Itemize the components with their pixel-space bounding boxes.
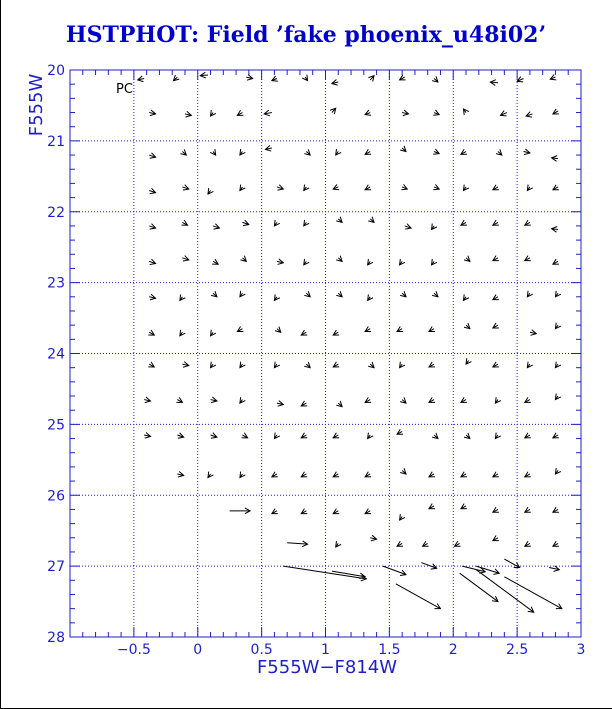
vector-arrow — [517, 77, 523, 82]
vector-arrow — [525, 541, 531, 546]
vector-arrow — [211, 362, 216, 368]
vector-arrow — [400, 75, 406, 80]
x-tick-label: 0.5 — [250, 642, 273, 658]
vector-arrow — [463, 109, 468, 115]
vector-arrow — [397, 429, 403, 434]
vector-field — [138, 72, 562, 612]
vector-arrow — [304, 259, 309, 265]
x-tick-label: 2 — [448, 642, 458, 658]
vector-arrow — [493, 507, 499, 512]
vector-arrow — [464, 323, 470, 329]
vector-arrow — [396, 584, 441, 609]
vector-arrow — [208, 188, 213, 194]
vector-arrow — [182, 220, 188, 225]
vector-arrow — [211, 291, 217, 297]
panel-label: PC — [116, 82, 133, 97]
vector-arrow — [365, 185, 371, 190]
vector-arrow — [555, 291, 560, 297]
vector-arrow — [504, 559, 519, 568]
vector-arrow — [400, 514, 405, 520]
vector-arrow — [527, 362, 532, 368]
vector-arrow — [370, 535, 376, 541]
vector-arrow — [553, 433, 559, 438]
vector-arrow — [180, 294, 185, 300]
vector-arrow — [211, 330, 216, 336]
vector-arrow — [333, 362, 339, 367]
vector-arrow — [336, 401, 342, 407]
vector-arrow — [265, 145, 271, 151]
vector-arrow — [555, 323, 560, 329]
y-tick-label: 25 — [47, 417, 65, 434]
vector-arrow — [210, 149, 215, 155]
vector-arrow — [423, 541, 429, 546]
vector-arrow — [525, 433, 531, 438]
vector-arrow — [461, 472, 467, 477]
vector-arrow — [493, 295, 499, 300]
vector-arrow — [304, 149, 310, 155]
vector-arrow — [365, 110, 371, 115]
vector-arrow — [464, 433, 470, 439]
vector-arrow — [432, 76, 438, 82]
y-tick-label: 22 — [47, 204, 65, 221]
vector-arrow — [185, 111, 191, 117]
vector-arrow — [365, 509, 371, 514]
vector-arrow — [464, 256, 470, 262]
vector-arrow — [176, 397, 182, 402]
vector-arrow — [277, 259, 283, 265]
vector-arrow — [429, 397, 435, 402]
vector-arrow — [524, 149, 530, 155]
vector-arrow — [461, 149, 467, 154]
vector-arrow — [493, 220, 499, 225]
vector-arrow — [476, 570, 533, 613]
vector-arrow — [333, 330, 339, 335]
y-tick-label: 28 — [47, 630, 65, 646]
vector-arrow — [149, 188, 155, 193]
vector-arrow — [212, 259, 218, 264]
vector-arrow — [365, 397, 371, 402]
vector-arrow — [461, 504, 467, 509]
vector-arrow — [400, 291, 406, 297]
x-tick-label: 3 — [576, 642, 586, 658]
vector-arrow — [149, 224, 155, 229]
vector-arrow — [368, 76, 374, 82]
vector-arrow — [400, 397, 406, 403]
vector-arrow — [149, 294, 155, 300]
vector-arrow — [272, 509, 278, 514]
vector-arrow — [525, 507, 531, 512]
vector-arrow — [433, 149, 439, 154]
vector-arrow — [211, 110, 216, 116]
vector-arrow — [400, 468, 406, 474]
vector-arrow — [368, 259, 373, 265]
vector-arrow — [240, 291, 245, 297]
vector-arrow — [383, 566, 406, 575]
vector-arrow — [237, 110, 243, 115]
vector-arrow — [429, 326, 435, 331]
vector-arrow — [462, 566, 485, 573]
vector-arrow — [208, 472, 213, 478]
vector-arrow — [527, 185, 532, 191]
vector-arrow — [240, 397, 245, 403]
vector-arrow — [527, 291, 532, 297]
vector-shaft — [460, 573, 498, 601]
vector-arrow — [336, 217, 342, 223]
vector-arrow — [264, 110, 272, 116]
vector-arrow — [240, 149, 245, 155]
vector-shaft — [287, 543, 307, 544]
vector-shaft — [396, 584, 441, 609]
vector-arrow — [552, 156, 558, 162]
vector-arrow — [365, 472, 371, 477]
vector-arrow — [182, 362, 188, 368]
vector-arrow — [555, 394, 560, 400]
vector-arrow — [493, 472, 499, 477]
vector-arrow — [274, 220, 279, 226]
vector-arrow — [429, 362, 435, 367]
chart-title: HSTPHOT: Field ’fake phoenix_u48i02’ — [65, 22, 547, 48]
vector-arrow — [402, 110, 408, 116]
vector-arrow — [182, 185, 188, 190]
vector-arrow — [368, 217, 374, 223]
vector-arrow — [242, 220, 248, 225]
vector-arrow — [304, 291, 310, 297]
y-tick-label: 23 — [47, 275, 65, 292]
y-tick-label: 24 — [47, 346, 65, 363]
vector-arrow — [461, 397, 467, 402]
x-tick-label: 2.5 — [505, 642, 529, 658]
x-tick-label: 0 — [193, 642, 203, 658]
vector-arrow — [493, 323, 499, 328]
vector-arrow — [525, 256, 531, 261]
vector-arrow — [149, 259, 155, 264]
vector-arrow — [433, 110, 439, 115]
vector-arrow — [180, 149, 186, 155]
vector-arrow — [177, 433, 183, 438]
vector-arrow — [400, 259, 405, 265]
x-tick-label: 1.5 — [378, 642, 401, 658]
vector-arrow — [496, 149, 502, 155]
vector-arrow — [429, 472, 435, 477]
vector-arrow — [200, 72, 208, 78]
vector-arrow — [553, 507, 559, 512]
vector-shaft — [504, 577, 561, 609]
vector-arrow — [274, 433, 279, 439]
vector-arrow — [240, 185, 245, 191]
vector-arrow — [553, 109, 559, 114]
vector-arrow — [287, 541, 307, 547]
vector-arrow — [180, 330, 185, 336]
vector-arrow — [272, 472, 278, 477]
vector-arrow — [272, 76, 278, 81]
y-tick-label: 20 — [47, 63, 65, 79]
vector-arrow — [365, 149, 371, 154]
vector-arrow — [304, 185, 309, 191]
vector-arrow — [397, 541, 403, 546]
vector-arrow — [301, 433, 307, 438]
vector-arrow — [173, 75, 179, 81]
vector-arrow — [463, 185, 468, 191]
vector-arrow — [526, 112, 532, 117]
axis-ticks — [47, 63, 585, 658]
vector-arrow — [495, 397, 500, 403]
vector-arrow — [301, 401, 307, 406]
vector-arrow — [246, 75, 252, 81]
vector-arrow — [148, 330, 154, 335]
vector-arrow — [432, 224, 437, 230]
vector-arrow — [433, 184, 439, 189]
vector-arrow — [277, 185, 283, 190]
grid — [70, 70, 581, 637]
vector-arrow — [553, 185, 559, 190]
vector-arrow — [148, 362, 154, 367]
vector-arrow — [400, 146, 406, 152]
vector-arrow — [405, 224, 411, 229]
vector-arrow — [555, 468, 560, 474]
y-tick-label: 21 — [47, 133, 65, 150]
x-tick-label: −0.5 — [116, 642, 151, 658]
vector-arrow — [138, 76, 144, 82]
vector-arrow — [336, 149, 341, 155]
vector-arrow — [504, 577, 561, 609]
vector-arrow — [283, 566, 366, 581]
vector-arrow — [525, 397, 531, 402]
vector-arrow — [213, 224, 219, 229]
vector-arrow — [144, 397, 150, 403]
vector-arrow — [421, 563, 436, 570]
vector-arrow — [336, 256, 342, 262]
vector-arrow — [461, 220, 467, 225]
vector-arrow — [304, 220, 309, 226]
vector-arrow — [495, 433, 500, 439]
vector-arrow — [493, 185, 499, 190]
vector-arrow — [302, 75, 307, 81]
vector-arrow — [240, 256, 246, 262]
vector-arrow — [336, 541, 341, 547]
vector-arrow — [397, 326, 403, 331]
vector-arrow — [493, 362, 499, 367]
vector-arrow — [304, 362, 310, 368]
vector-arrow — [525, 220, 531, 225]
vector-arrow — [242, 433, 248, 438]
vector-arrow — [211, 397, 217, 403]
vector-arrow — [553, 259, 559, 264]
vector-arrow — [466, 358, 471, 364]
vector-arrow — [177, 471, 183, 477]
vector-arrow — [230, 508, 250, 514]
vector-arrow — [301, 330, 307, 335]
vector-arrow — [555, 362, 560, 368]
vector-arrow — [553, 541, 559, 546]
vector-arrow — [493, 256, 499, 261]
vector-arrow — [501, 111, 507, 116]
vector-arrow — [368, 294, 373, 300]
vector-arrow — [400, 362, 405, 368]
x-tick-label: 1 — [321, 642, 330, 658]
vector-arrow — [237, 326, 243, 331]
vector-arrow — [182, 256, 188, 261]
vector-arrow — [211, 433, 217, 438]
vector-arrow — [401, 184, 407, 189]
vector-arrow — [240, 362, 245, 368]
vector-arrow — [463, 294, 468, 300]
vector-arrow — [455, 541, 461, 546]
vector-arrow — [301, 472, 307, 477]
vector-arrow — [333, 184, 339, 189]
vector-arrow — [277, 401, 283, 407]
vector-arrow — [368, 362, 374, 368]
vector-arrow — [275, 327, 281, 333]
vector-arrow — [525, 472, 531, 477]
vector-arrow — [493, 536, 499, 541]
vector-arrow — [490, 80, 498, 86]
vector-arrow — [274, 362, 279, 368]
vector-arrow — [365, 326, 371, 331]
vector-arrow — [274, 294, 279, 300]
vector-arrow — [336, 291, 342, 297]
y-tick-label: 27 — [47, 559, 65, 576]
vector-arrow — [530, 330, 536, 336]
x-axis-title: F555W−F814W — [256, 657, 398, 678]
vector-arrow — [333, 509, 339, 514]
vector-arrow — [333, 433, 339, 438]
y-axis-title: F555W — [26, 73, 47, 137]
vector-arrow — [432, 259, 437, 265]
y-tick-label: 26 — [47, 488, 65, 505]
vector-arrow — [432, 433, 438, 439]
vector-arrow — [149, 153, 155, 158]
vector-arrow — [301, 509, 307, 514]
vector-shaft — [476, 570, 533, 613]
vector-arrow — [332, 80, 338, 86]
vector-arrow — [460, 573, 498, 601]
vector-shaft — [283, 566, 366, 579]
vector-arrow — [368, 433, 373, 439]
vector-arrow — [330, 108, 336, 114]
vector-arrow — [333, 472, 339, 477]
vector-arrow — [552, 226, 558, 232]
vector-arrow — [429, 504, 435, 509]
vector-arrow — [149, 110, 155, 116]
vector-arrow — [144, 432, 150, 438]
vector-arrow — [432, 291, 438, 297]
vector-arrow — [550, 75, 556, 80]
vector-arrow — [240, 472, 245, 478]
